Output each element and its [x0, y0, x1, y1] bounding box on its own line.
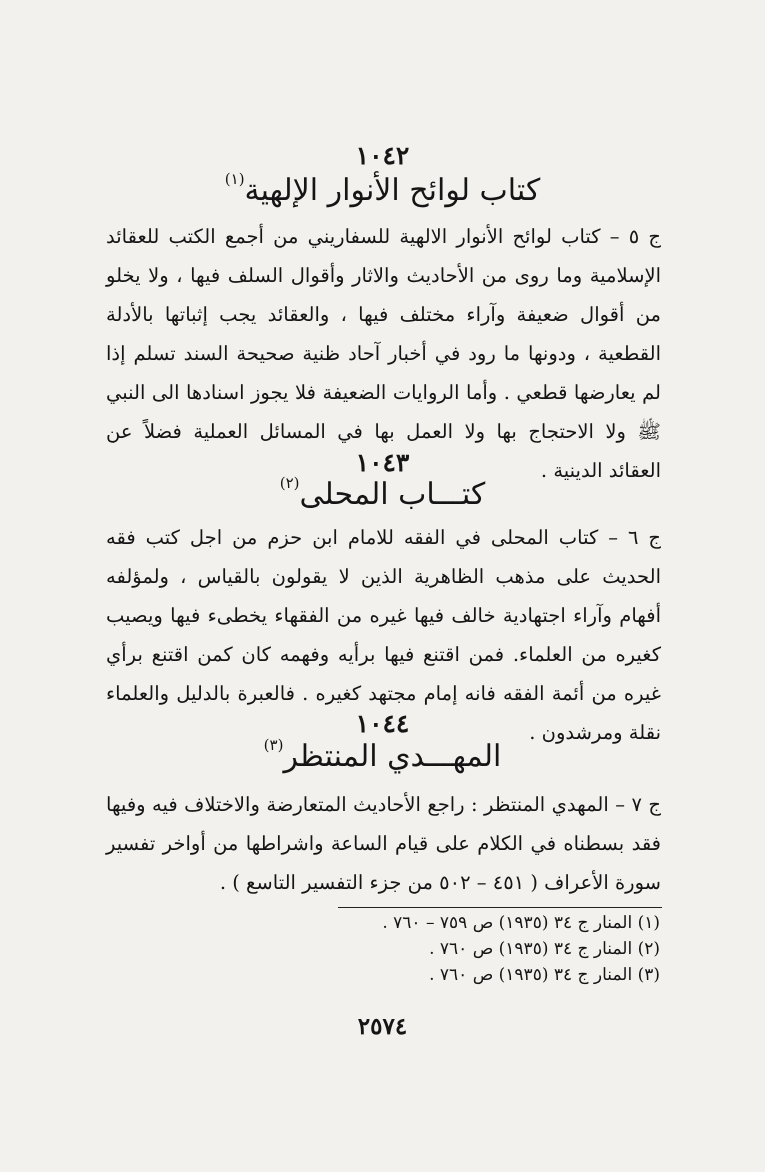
footnote-2: (٢) المنار ج ٣٤ (١٩٣٥) ص ٧٦٠ .	[429, 939, 660, 959]
footnote-divider	[338, 907, 662, 908]
entry-title-text: كتـــاب المحلى	[299, 477, 486, 512]
entry-title-1044	[0, 736, 765, 774]
footnote-ref: (١)	[224, 170, 245, 188]
footnote-ref: (٢)	[279, 474, 300, 492]
footnote-3: (٣) المنار ج ٣٤ (١٩٣٥) ص ٧٦٠ .	[429, 965, 660, 985]
entry-number-1042: ١٠٤٢	[355, 141, 410, 170]
entry-title-text: كتاب لوائح الأنوار الإلهية	[244, 173, 541, 208]
entry-title-text: المهـــدي المنتظر	[283, 739, 502, 774]
entry-number-1043: ١٠٤٣	[355, 448, 410, 477]
footnotes	[338, 910, 660, 988]
entry-paragraph-1042: ج ٥ – كتاب لوائح الأنوار الالهية للسفاريني من أجمع الكتب للعقائد الإسلامية وما روى من الأحاديث والاثار وأقوال السلف فيها ، ولا يخلو من أقوال ضعيفة وآراء مختلف فيها ، والعقائد يجب إثباتها بالأدلة القطعية ، ودونها ما رود في أخبار آحاد ظنية صحيحة السند تسلم إذا لم يعارضها قطعي . وأما الروايات الضعيفة فلا يجوز اسنادها الى النبي ﷺ ولا الاحتجاج بها ولا العمل بها في المسائل العملية فضلاً عن العقائد الدينية .	[106, 225, 661, 482]
entry-title-1042	[0, 170, 765, 208]
entry-title-1043	[0, 474, 765, 512]
footnote-1: (١) المنار ج ٣٤ (١٩٣٥) ص ٧٥٩ – ٧٦٠ .	[382, 913, 660, 933]
entry-paragraph-1044: ج ٧ – المهدي المنتظر : راجع الأحاديث المتعارضة والاختلاف فيه وفيها فقد بسطناه في الكلام على قيام الساعة واشراطها من أواخر تفسير سورة الأعراف ( ٤٥١ – ٥٠٢ من جزء التفسير التاسع ) .	[106, 793, 661, 894]
page-number: ٢٥٧٤	[357, 1013, 408, 1040]
entry-paragraph-1043: ج ٦ – كتاب المحلى في الفقه للامام ابن حزم من اجل كتب فقه الحديث على مذهب الظاهرية الذين لا يقولون بالقياس ، ولمؤلفه أفهام وآراء اجتهادية خالف فيها غيره من الفقهاء يخطىء فيها ويصيب كغيره من العلماء. فمن اقتنع فيها برأيه وفهمه كان كمن اقتنع برأي غيره من أئمة الفقه فانه إمام مجتهد كغيره . فالعبرة بالدليل والعلماء نقلة ومرشدون .	[106, 526, 661, 744]
footnote-ref: (٣)	[263, 736, 284, 754]
entry-number-1044: ١٠٤٤	[355, 709, 410, 738]
